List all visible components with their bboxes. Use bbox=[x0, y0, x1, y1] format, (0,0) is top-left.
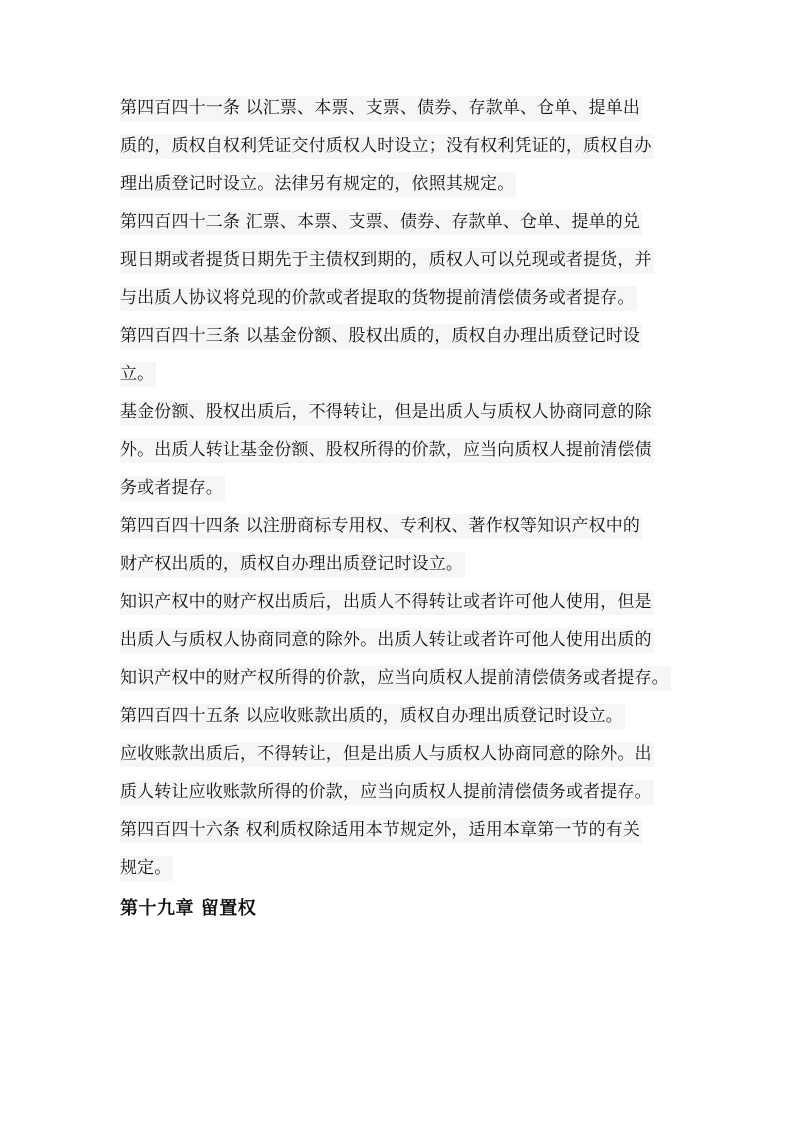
text-line: 知识产权中的财产权所得的价款，应当向质权人提前清偿债务或者提存。 bbox=[120, 666, 671, 691]
text-line: 财产权出质的，质权自办理出质登记时设立。 bbox=[120, 552, 465, 577]
text-line: 第四百四十三条 以基金份额、股权出质的，质权自办理出质登记时设 bbox=[120, 324, 642, 349]
paragraph-443 bbox=[120, 324, 700, 400]
text-line: 第四百四十四条 以注册商标专用权、专利权、著作权等知识产权中的 bbox=[120, 514, 642, 539]
text-line: 质人转让应收账款所得的价款，应当向质权人提前清偿债务或者提存。 bbox=[120, 780, 654, 805]
paragraph-445 bbox=[120, 704, 700, 742]
text-line: 务或者提存。 bbox=[120, 476, 225, 501]
text-line: 第四百四十一条 以汇票、本票、支票、债券、存款单、仓单、提单出 bbox=[120, 96, 642, 121]
paragraph-441 bbox=[120, 96, 700, 210]
paragraph-443-clause-2 bbox=[120, 400, 700, 514]
text-line: 现日期或者提货日期先于主债权到期的，质权人可以兑现或者提货，并 bbox=[120, 248, 654, 273]
paragraph-444-clause-2 bbox=[120, 590, 700, 704]
text-line: 出质人与质权人协商同意的除外。出质人转让或者许可他人使用出质的 bbox=[120, 628, 654, 653]
text-line: 外。出质人转让基金份额、股权所得的价款，应当向质权人提前清偿债 bbox=[120, 438, 654, 463]
text-line: 第四百四十六条 权利质权除适用本节规定外，适用本章第一节的有关 bbox=[120, 818, 642, 843]
text-line: 质的，质权自权利凭证交付质权人时设立；没有权利凭证的，质权自办 bbox=[120, 134, 654, 159]
document-page bbox=[120, 96, 700, 920]
text-line: 与出质人协议将兑现的价款或者提取的货物提前清偿债务或者提存。 bbox=[120, 286, 637, 311]
paragraph-442 bbox=[120, 210, 700, 324]
text-line: 应收账款出质后，不得转让，但是出质人与质权人协商同意的除外。出 bbox=[120, 742, 654, 767]
text-line: 规定。 bbox=[120, 856, 173, 881]
paragraph-446 bbox=[120, 818, 700, 894]
paragraph-445-clause-2 bbox=[120, 742, 700, 818]
text-line: 第四百四十五条 以应收账款出质的，质权自办理出质登记时设立。 bbox=[120, 704, 625, 729]
text-line: 第四百四十二条 汇票、本票、支票、债券、存款单、仓单、提单的兑 bbox=[120, 210, 642, 235]
paragraph-444 bbox=[120, 514, 700, 590]
text-line: 理出质登记时设立。法律另有规定的，依照其规定。 bbox=[120, 172, 516, 197]
text-line: 知识产权中的财产权出质后，出质人不得转让或者许可他人使用，但是 bbox=[120, 590, 654, 615]
text-line: 基金份额、股权出质后，不得转让，但是出质人与质权人协商同意的除 bbox=[120, 400, 654, 425]
chapter-heading: 第十九章 留置权 bbox=[120, 898, 257, 919]
text-line: 立。 bbox=[120, 362, 156, 387]
